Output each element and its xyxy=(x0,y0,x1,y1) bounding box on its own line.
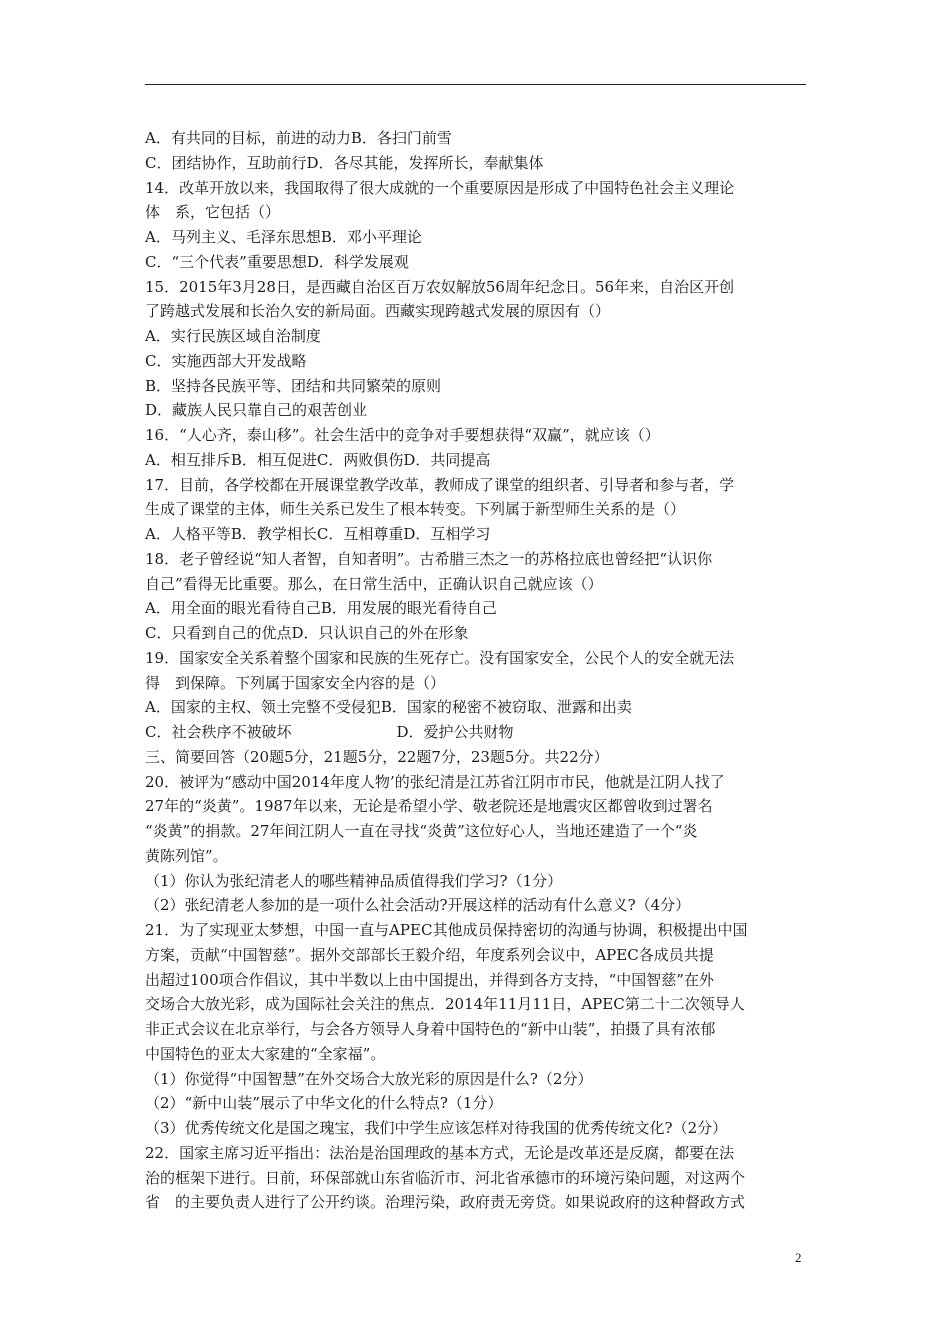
text-line: D．藏族人民只靠自己的艰苦创业 xyxy=(145,401,368,420)
text-line: （1）你觉得“中国智慧”在外交场合大放光彩的原因是什么?（2分） xyxy=(145,1069,593,1088)
text-line: A．有共同的目标，前进的动力B．各扫门前雪 xyxy=(145,129,452,147)
text-line: C．实施西部大开发战略 xyxy=(145,351,307,370)
text-line: A．马列主义、毛泽东思想B．邓小平理论 xyxy=(145,228,422,246)
text-line: C．“三个代表”重要思想D．科学发展观 xyxy=(145,252,409,271)
text-line: A．国家的主权、领土完整不受侵犯B．国家的秘密不被窃取、泄露和出卖 xyxy=(145,698,632,717)
text-line: C．只看到自己的优点D．只认识自己的外在形象 xyxy=(145,624,469,642)
text-line: 黄陈列馆”。 xyxy=(145,846,228,865)
text-line: 自己”看得无比重要。那么，在日常生活中，正确认识自己就应该（） xyxy=(145,574,603,593)
text-line: 得 到保障。下列属于国家安全内容的是（） xyxy=(145,673,446,692)
text-line: （1）你认为张纪清老人的哪些精神品质值得我们学习?（1分） xyxy=(145,871,563,890)
text-line: 14．改革开放以来，我国取得了很大成就的一个重要原因是形成了中国特色社会主义理论 xyxy=(145,178,735,197)
text-line: A．相互排斥B．相互促进C．两败俱伤D．共同提高 xyxy=(145,450,491,469)
text-line: 生成了课堂的主体，师生关系已发生了根本转变。下列属于新型师生关系的是（） xyxy=(145,500,686,519)
text-line: （2）张纪清老人参加的是一项什么社会活动?开展这样的活动有什么意义?（4分） xyxy=(145,896,691,915)
text-line: 20．被评为“感动中国2014年度人物’的张纪清是江苏省江阴市市民，他就是江阴人找了 xyxy=(145,772,725,791)
text-line: C．社会秩序不被破坏 D．爱护公共财物 xyxy=(145,723,514,741)
text-line: 了跨越式发展和长治久安的新局面。西藏实现跨越式发展的原因有（） xyxy=(145,302,611,321)
text-line: A．用全面的眼光看待自己B．用发展的眼光看待自己 xyxy=(145,599,497,618)
text-line: 省 的主要负责人进行了公开约谈。治理污染，政府责无旁贷。如果说政府的这种督政方式 xyxy=(145,1193,746,1212)
text-line: 27年的“炎黄”。1987年以来，无论是希望小学、敬老院还是地震灾区都曾收到过署名 xyxy=(145,797,713,816)
text-line: B．坚持各民族平等、团结和共同繁荣的原则 xyxy=(145,376,442,395)
text-line: 19．国家安全关系着整个国家和民族的生死存亡。没有国家安全，公民个人的安全就无法 xyxy=(145,648,735,667)
text-line: 15．2015年3月28日，是西藏自治区百万农奴解放56周年纪念日。56年来，自治区开创 xyxy=(145,277,735,296)
document-body xyxy=(145,126,815,1215)
text-line: A．实行民族区域自治制度 xyxy=(145,327,321,345)
text-line: 方案，贡献“中国智慈”。据外交部部长王毅介绍，年度系列会议中，APEC各成员共提 xyxy=(145,945,714,964)
text-line: 16．“人心齐，泰山移”。社会生活中的竞争对手要想获得“双赢”，就应该（） xyxy=(145,426,660,444)
text-line: 中国特色的亚太大家建的“全家福”。 xyxy=(145,1044,386,1063)
text-line: 22．国家主席习近平指出：法治是治国理政的基本方式，无论是改革还是反腐，都要在法 xyxy=(145,1143,735,1162)
text-line: 三、简要回答（20题5分，21题5分，22题7分，23题5分。共22分） xyxy=(145,747,609,766)
page-number: 2 xyxy=(795,1250,802,1265)
text-line: 出超过100项合作倡议，其中半数以上由中国提出，并得到各方支持，“中国智慈”在外 xyxy=(145,970,714,989)
text-line: （2）“新中山装”展示了中华文化的什么特点?（1分） xyxy=(145,1094,503,1113)
text-line: 非正式会议在北京举行，与会各方领导人身着中国特色的“新中山装”，拍摄了具有浓郁 xyxy=(145,1020,716,1038)
text-line: 体 系，它包括（） xyxy=(145,203,281,222)
text-line: “炎黄”的捐款。27年间江阴人一直在寻找“炎黄”这位好心人，当地还建造了一个“炎 xyxy=(145,822,698,840)
text-line: （3）优秀传统文化是国之瑰宝，我们中学生应该怎样对待我国的优秀传统文化?（2分） xyxy=(145,1119,728,1137)
text-line: 21．为了实现亚太梦想，中国一直与APEC其他成员保持密切的沟通与协调，积极提出中国 xyxy=(145,921,748,939)
header-rule xyxy=(145,84,806,85)
text-line: C．团结协作，互助前行D．各尽其能，发挥所长，奉献集体 xyxy=(145,153,544,172)
text-line: 17．目前，各学校都在开展课堂教学改革，教师成了课堂的组织者、引导者和参与者，学 xyxy=(145,475,735,494)
text-line: 交场合大放光彩，成为国际社会关注的焦点．2014年11月11日，APEC第二十二次领导人 xyxy=(145,995,745,1014)
text-line: A．人格平等B．教学相长C．互相尊重D．互相学习 xyxy=(145,525,491,543)
text-line: 18．老子曾经说“知人者智，自知者明”。古希腊三杰之一的苏格拉底也曾经把“认识你 xyxy=(145,549,713,568)
text-line: 治的框架下进行。日前，环保部就山东省临沂市、河北省承德市的环境污染问题，对这两个 xyxy=(145,1168,746,1187)
